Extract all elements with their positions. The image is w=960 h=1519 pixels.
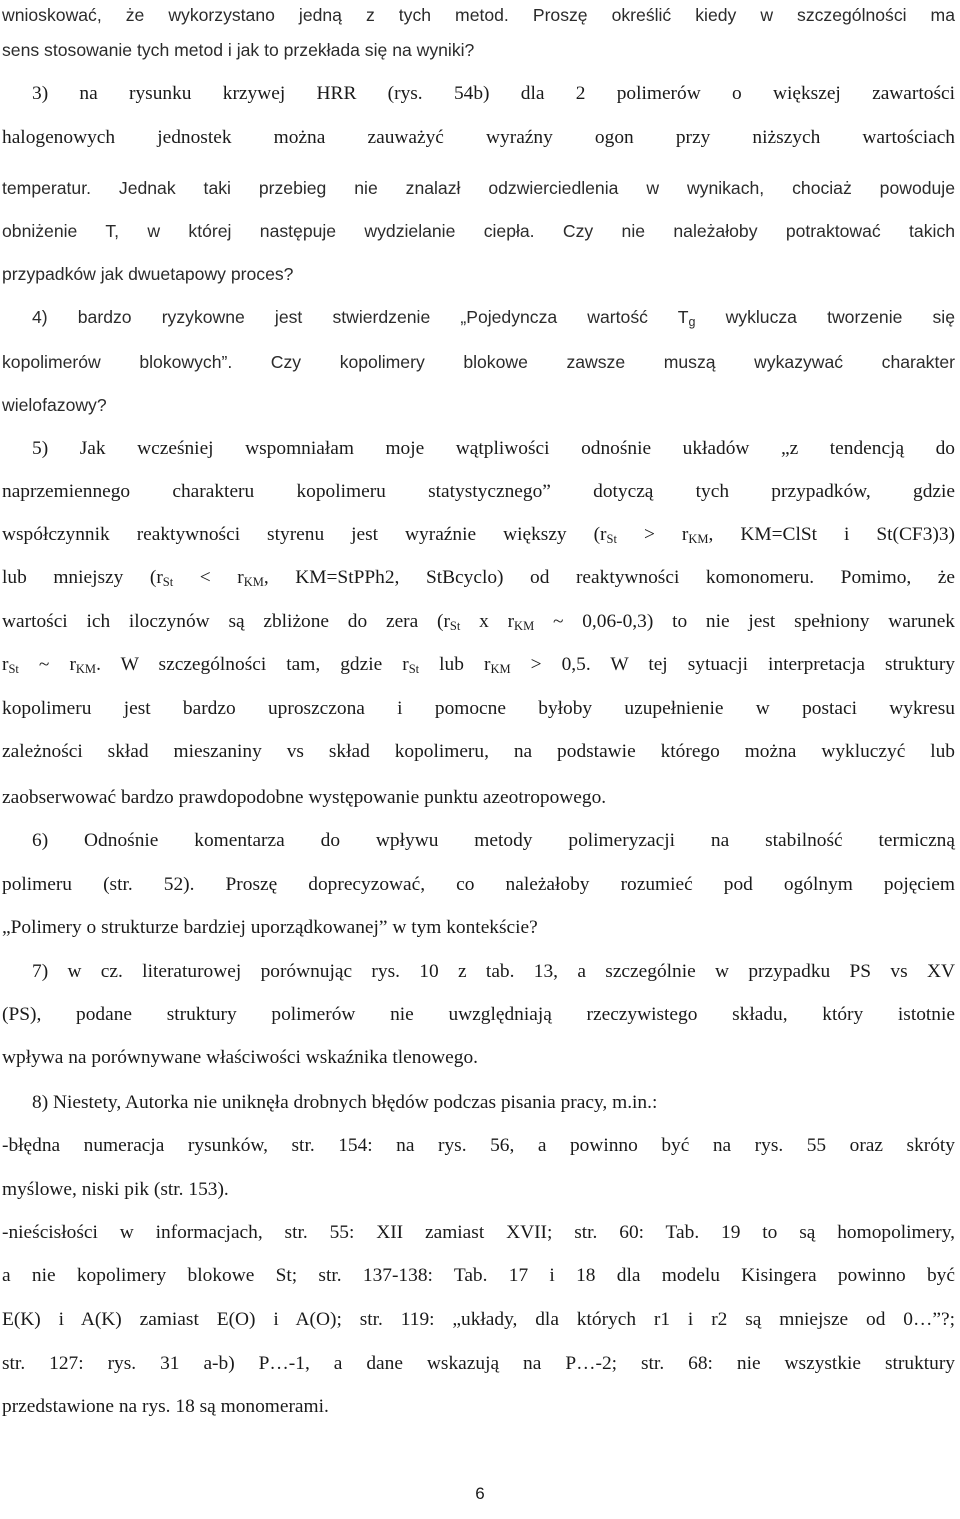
text-line: kopolimeru jest bardzo uproszczona i pomocne byłoby uzupełnienie w postaci wykresu bbox=[2, 698, 955, 719]
page-number: 6 bbox=[475, 1484, 485, 1503]
text-line: (PS), podane struktury polimerów nie uwzględniają rzeczywistego składu, który istotnie bbox=[2, 1004, 955, 1025]
text-line: wnioskować, że wykorzystano jedną z tych metod. Proszę określić kiedy w szczególności ma bbox=[2, 5, 955, 25]
text-line: temperatur. Jednak taki przebieg nie znalazł odzwierciedlenia w wynikach, chociaż powoduje bbox=[2, 178, 955, 198]
text-line: polimeru (str. 52). Proszę doprecyzować, co należałoby rozumieć pod ogólnym pojęciem bbox=[2, 874, 955, 895]
text-line: 8) Niestety, Autorka nie uniknęła drobnych błędów podczas pisania pracy, m.in.: bbox=[32, 1092, 658, 1113]
text-line: współczynnik reaktywności styrenu jest wyraźnie większy ($r_{St} > r_{KM}$, KM=ClSt i St(CF3)3) bbox=[2, 524, 956, 546]
text-line: obniżenie T, w której następuje wydzielanie ciepła. Czy nie należałoby potraktować takich bbox=[2, 221, 955, 241]
text-line: kopolimerów blokowych”. Czy kopolimery blokowe zawsze muszą wykazywać charakter bbox=[2, 352, 955, 372]
text-line: 7) w cz. literaturowej porównując rys. 10 z tab. 13, a szczególnie w przypadku PS vs XV bbox=[32, 961, 955, 982]
text-line: 6) Odnośnie komentarza do wpływu metody polimeryzacji na stabilność termiczną bbox=[32, 830, 955, 851]
text-line: wielofazowy? bbox=[2, 395, 107, 415]
text-line: „Polimery o strukturze bardziej uporządkowanej” w tym kontekście? bbox=[2, 917, 538, 938]
text-line: wartości ich iloczynów są zbliżone do zera ($r_{St}$ x $r_{KM}$ ~ 0,06-0,3) to nie jest spełniony warunek bbox=[2, 611, 955, 633]
text-line: $r_{St}$ ~ $r_{KM}$. W szczególności tam, gdzie $r_{St}$ lub $r_{KM} > 0,5$. W tej sytuacji interpretacja struktury bbox=[2, 654, 955, 676]
text-line: zależności skład mieszaniny vs skład kopolimeru, na podstawie którego można wykluczyć lub bbox=[2, 741, 955, 762]
text-line: przedstawione na rys. 18 są monomerami. bbox=[2, 1396, 329, 1417]
text-line: sens stosowanie tych metod i jak to przekłada się na wyniki? bbox=[2, 40, 475, 60]
text-line: 5) Jak wcześniej wspomniałam moje wątpliwości odnośnie układów „z tendencją do bbox=[32, 438, 955, 459]
text-line: 4) bardzo ryzykowne jest stwierdzenie „Pojedyncza wartość $T_g$ wyklucza tworzenie się bbox=[32, 307, 956, 329]
text-line: zaobserwować bardzo prawdopodobne występowanie punktu azeotropowego. bbox=[2, 787, 607, 808]
text-line: przypadków jak dwuetapowy proces? bbox=[2, 264, 294, 284]
text-line: wpływa na porównywane właściwości wskaźnika tlenowego. bbox=[2, 1047, 479, 1068]
text-line: myślowe, niski pik (str. 153). bbox=[2, 1179, 229, 1200]
text-line: -błędna numeracja rysunków, str. 154: na rys. 56, a powinno być na rys. 55 oraz skróty bbox=[2, 1135, 955, 1156]
text-line: -nieścisłości w informacjach, str. 55: XII zamiast XVII; str. 60: Tab. 19 to są homopolimery, bbox=[2, 1222, 955, 1243]
text-line: str. 127: rys. 31 a-b) P…-1, a dane wskazują na P…-2; str. 68: nie wszystkie struktury bbox=[2, 1353, 955, 1374]
text-line: 3) na rysunku krzywej HRR (rys. 54b) dla 2 polimerów o większej zawartości bbox=[32, 83, 955, 104]
text-line: E(K) i A(K) zamiast E(O) i A(O); str. 119: „układy, dla których r1 i r2 są mniejsze od 0…”?; bbox=[2, 1309, 955, 1330]
text-line: halogenowych jednostek można zauważyć wyraźny ogon przy niższych wartościach bbox=[2, 127, 955, 148]
text-line: a nie kopolimery blokowe St; str. 137-138: Tab. 17 i 18 dla modelu Kisingera powinno być bbox=[2, 1265, 955, 1286]
text-line: naprzemiennego charakteru kopolimeru statystycznego” dotyczą tych przypadków, gdzie bbox=[2, 481, 955, 502]
text-line: lub mniejszy ($r_{St} < r_{KM}$, KM=StPPh2, StBcyclo) od reaktywności komonomeru. Pomimo, że bbox=[2, 567, 955, 589]
